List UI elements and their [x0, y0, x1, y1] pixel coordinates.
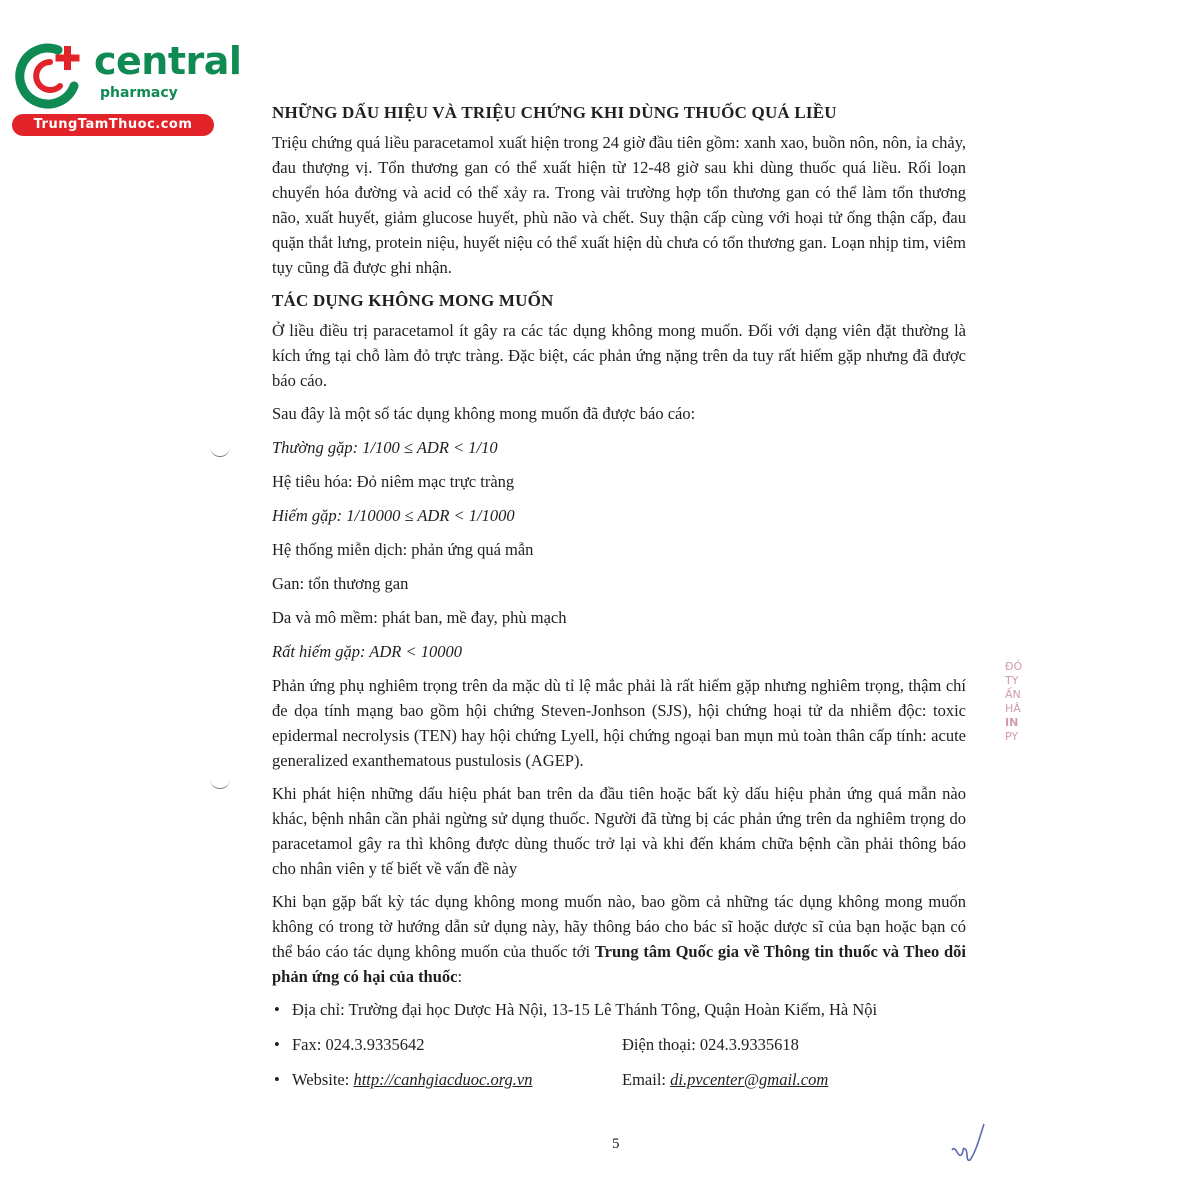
- logo-tagline: pharmacy: [100, 85, 178, 101]
- pharmacy-cross-icon: [12, 40, 88, 110]
- overdose-heading: NHỮNG DẤU HIỆU VÀ TRIỆU CHỨNG KHI DÙNG THUỐC QUÁ LIỀU: [272, 103, 837, 122]
- report-colon: :: [457, 967, 463, 986]
- contact-address: • Địa chỉ: Trường đại học Dược Hà Nội, 13-15 Lê Thánh Tông, Quận Hoàn Kiếm, Hà Nội: [272, 997, 966, 1022]
- contact-web-email-row: [272, 1067, 966, 1092]
- report-center-name: Trung tâm Quốc gia về Thông tin thuốc và Theo dõi phản ứng có hại của thuốc: [272, 942, 966, 986]
- document-body: [272, 100, 966, 1102]
- logo-brand-text: central: [94, 39, 242, 83]
- report-paragraph: [272, 889, 966, 989]
- rare-effect-item: Da và mô mềm: phát ban, mề đay, phù mạch: [272, 608, 567, 627]
- contact-email-link[interactable]: di.pvcenter@gmail.com: [670, 1070, 829, 1089]
- overdose-paragraph: Triệu chứng quá liều paracetamol xuất hiện trong 24 giờ đầu tiên gồm: xanh xao, buồn nôn, nôn, ỉa chảy, đau thượng vị. Tổn thương gan có thể xuất hiện từ 12-48 giờ sau khi dùng thuốc quá liều. Rối loạn chuyển hóa đường và acid có thể xảy ra. Trong vài trường hợp tổn thương gan có thể làm tổn thương não, xuất huyết, giảm glucose huyết, phù não và chết. Suy thận cấp cùng với hoại tử ống thận cấp, đau quặn thắt lưng, protein niệu, huyết niệu có thể xuất hiện dù chưa có tổn thương gan. Loạn nhịp tim, viêm tụy cũng đã được ghi nhận.: [272, 133, 966, 277]
- adverse-effects-heading: TÁC DỤNG KHÔNG MONG MUỐN: [272, 291, 554, 310]
- brand-logo: [8, 36, 242, 136]
- contact-website-label: Website:: [292, 1070, 354, 1089]
- very-rare-frequency-label: Rất hiếm gặp: ADR < 10000: [272, 642, 463, 661]
- stamp-text: TY: [1005, 674, 1019, 687]
- common-effect-item: Hệ tiêu hóa: Đỏ niêm mạc trực tràng: [272, 472, 515, 491]
- contact-website-link[interactable]: http://canhgiacduoc.org.vn: [353, 1070, 533, 1089]
- stop-use-paragraph: Khi phát hiện những dấu hiệu phát ban trên da đầu tiên hoặc bất kỳ dấu hiệu phản ứng quá mẫn nào khác, bệnh nhân cần phải ngừng sử dụng thuốc. Người đã từng bị các phản ứng trên da nghiêm trọng do paracetamol gây ra thì không được dùng thuốc trở lại và khi đến khám chữa bệnh cần phải thông báo cho nhân viên y tế biết về vấn đề này: [272, 784, 966, 878]
- contact-email: [622, 1067, 828, 1092]
- common-frequency-label: Thường gặp: 1/100 ≤ ADR < 1/10: [272, 438, 498, 457]
- company-stamp-fragment: [1005, 660, 1033, 744]
- signature-icon: [948, 1120, 988, 1170]
- binding-mark: [210, 778, 230, 789]
- serious-skin-reactions-paragraph: Phản ứng phụ nghiêm trọng trên da mặc dù tỉ lệ mắc phải là rất hiếm gặp nhưng nghiêm trọng, thậm chí đe dọa tính mạng bao gồm hội chứng Steven-Jonhson (SJS), hội chứng hoại tử da nhiễm độc: toxic epidermal necrolysis (TEN) hay hội chứng Lyell, hội chứng ngoại ban mụn mủ toàn thân cấp tính: acute generalized exanthematous pustulosis (AGEP).: [272, 676, 966, 770]
- stamp-text: ĐÓ: [1005, 660, 1023, 673]
- logo-website-badge[interactable]: TrungTamThuoc.com: [12, 114, 214, 136]
- report-text: Khi bạn gặp bất kỳ tác dụng không mong muốn nào, bao gồm cả những tác dụng không mong muốn không có trong tờ hướng dẫn sử dụng này, hãy thông báo cho bác sĩ hoặc dược sĩ của bạn hoặc bạn có thể báo cáo tác dụng không muốn của thuốc tới: [272, 892, 966, 961]
- contact-email-label: Email:: [622, 1070, 671, 1089]
- contact-fax-phone-row: [272, 1032, 966, 1057]
- binding-mark: [210, 446, 230, 457]
- stamp-text: ẤN: [1005, 688, 1021, 701]
- rare-frequency-label: Hiếm gặp: 1/10000 ≤ ADR < 1/1000: [272, 506, 515, 525]
- page-number: 5: [612, 1136, 620, 1152]
- adverse-list-intro: Sau đây là một số tác dụng không mong muốn đã được báo cáo:: [272, 404, 696, 423]
- adverse-intro-paragraph: Ở liều điều trị paracetamol ít gây ra các tác dụng không mong muốn. Đối với dạng viên đặt thường là kích ứng tại chỗ làm đỏ trực tràng. Đặc biệt, các phản ứng nặng trên da tuy rất hiếm gặp nhưng đã được báo cáo.: [272, 321, 966, 390]
- stamp-text: IN: [1005, 716, 1019, 729]
- contact-list: [272, 997, 966, 1092]
- contact-phone: Điện thoại: 024.3.9335618: [622, 1035, 799, 1054]
- stamp-text: PY: [1005, 730, 1019, 743]
- stamp-text: HÂ: [1005, 702, 1021, 715]
- rare-effect-item: Gan: tổn thương gan: [272, 574, 409, 593]
- contact-fax: Fax: 024.3.9335642: [292, 1035, 425, 1054]
- rare-effect-item: Hệ thống miễn dịch: phản ứng quá mẫn: [272, 540, 534, 559]
